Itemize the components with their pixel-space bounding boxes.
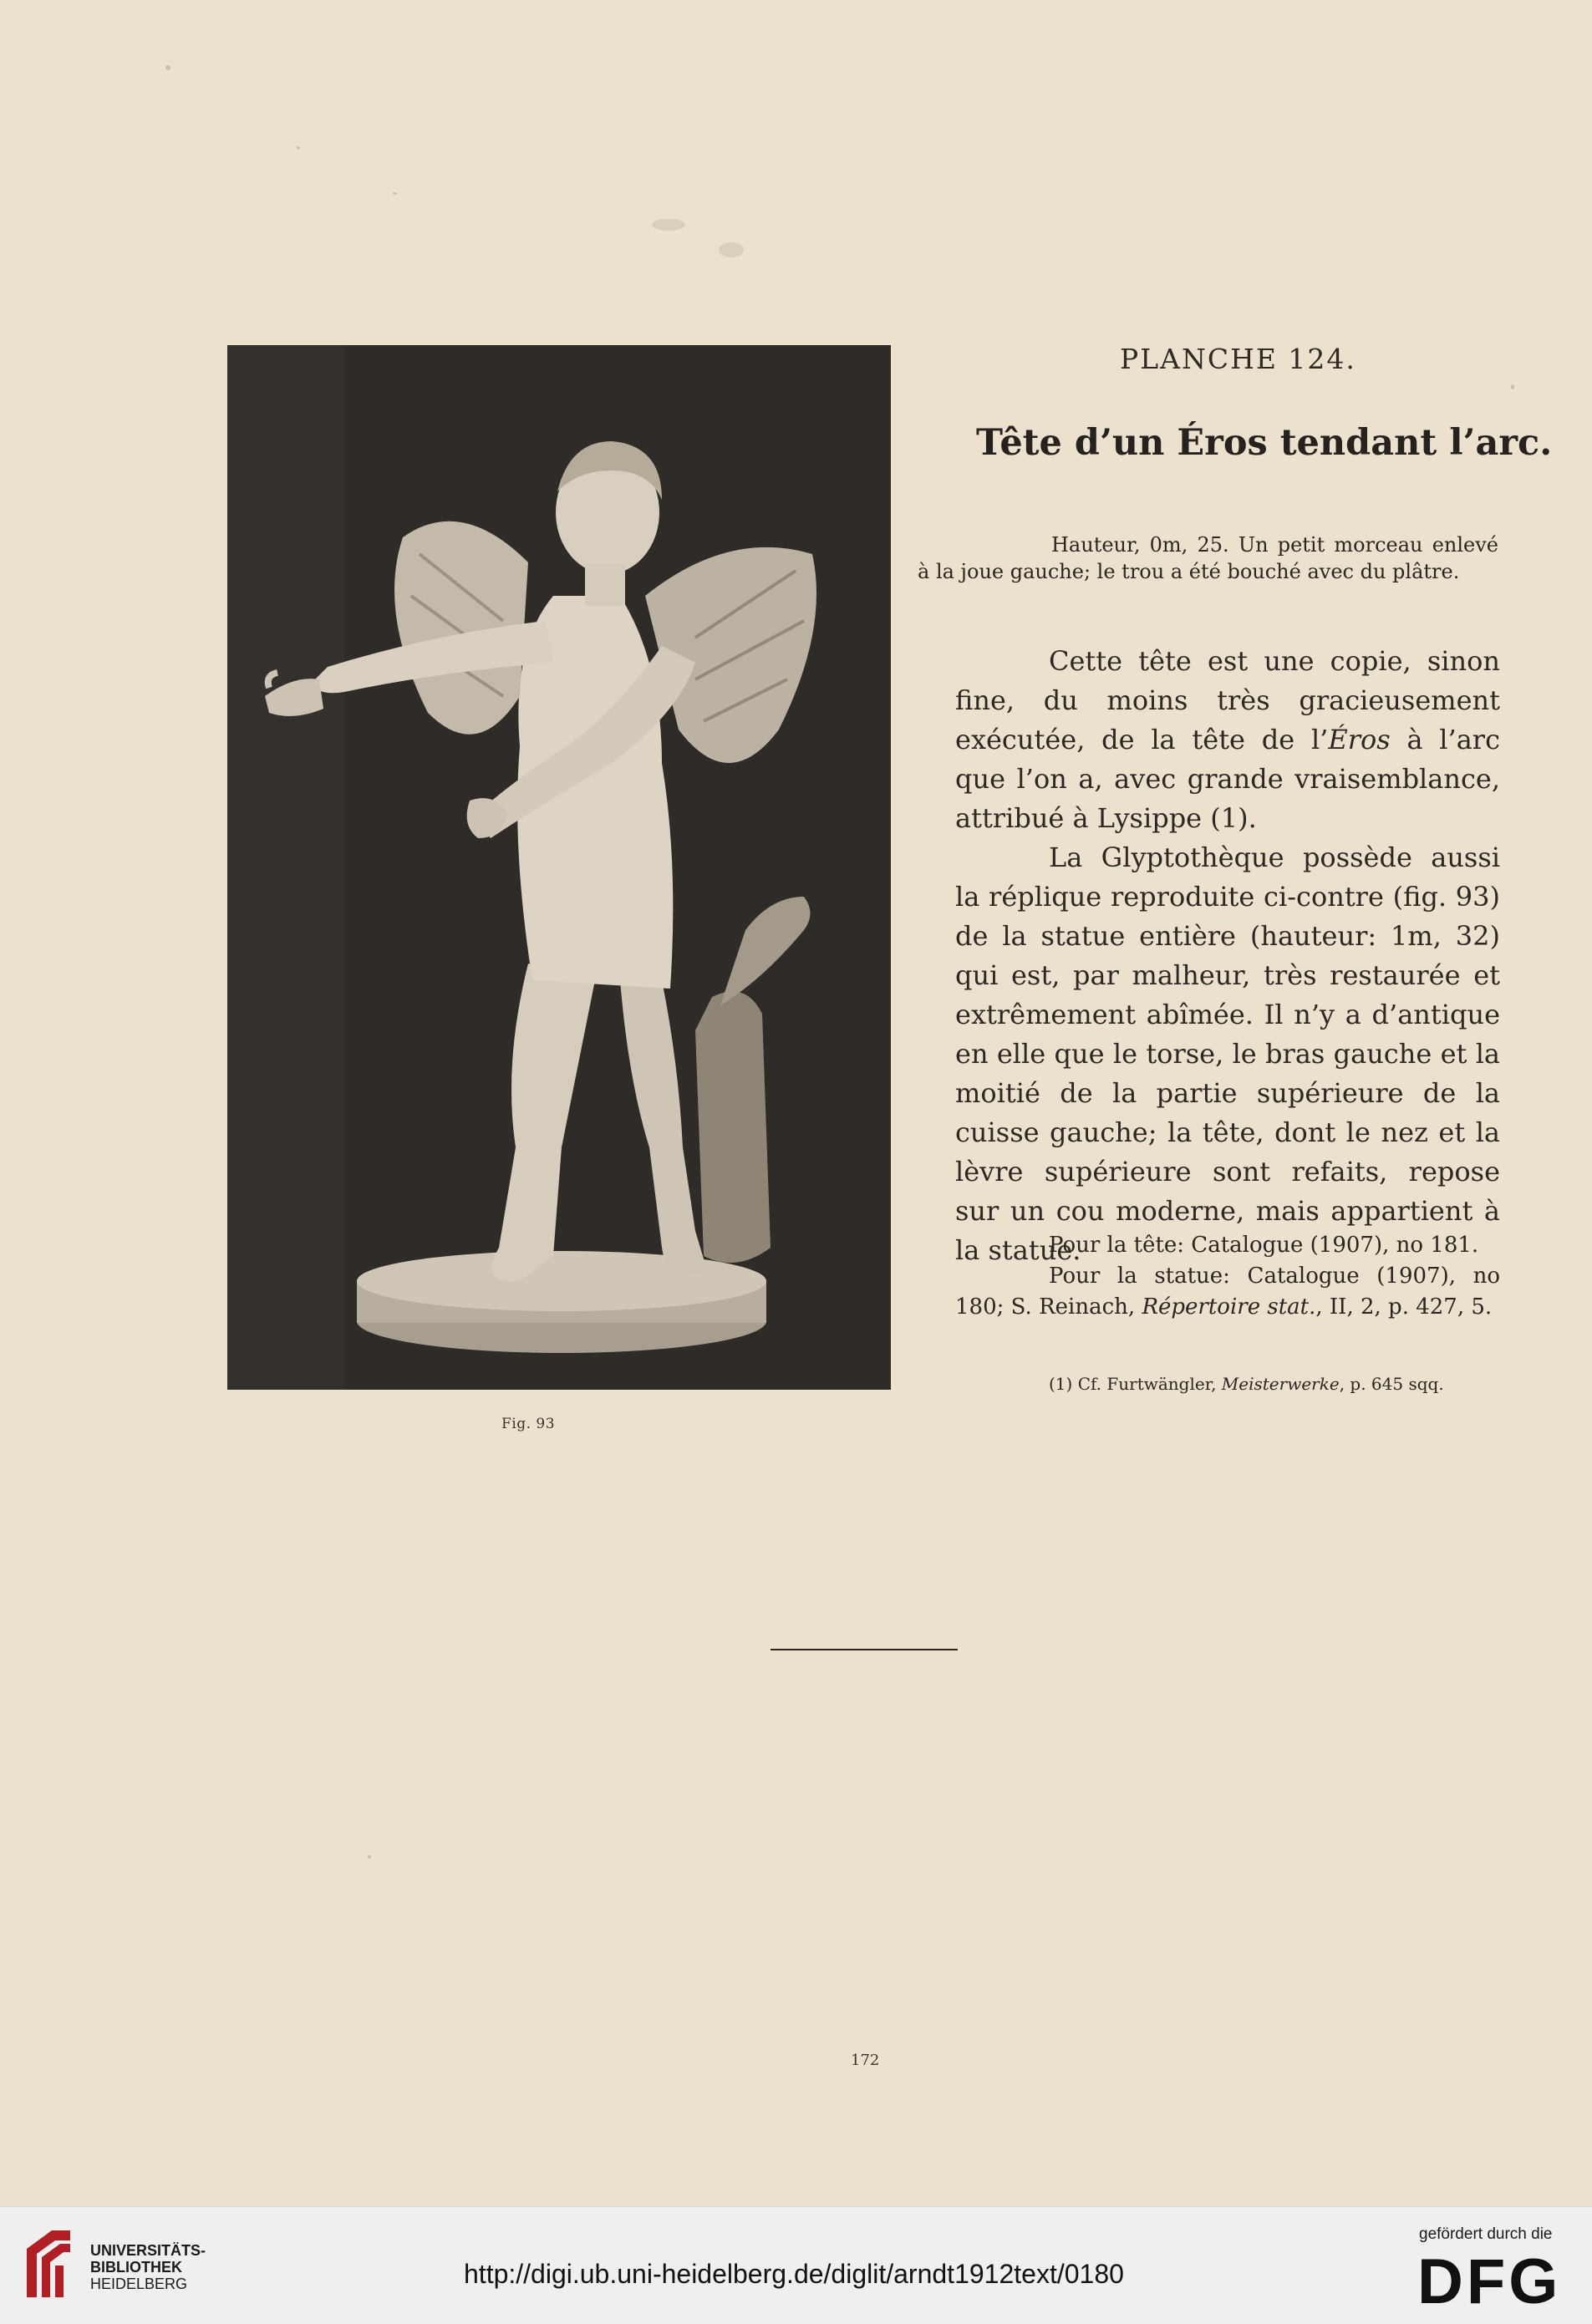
plate-heading: PLANCHE 124. — [1120, 343, 1356, 375]
references — [955, 1230, 1500, 1323]
figure-93-photo — [227, 345, 891, 1390]
page-title: Tête d’un Éros tendant l’arc. — [976, 422, 1553, 464]
figure-caption: Fig. 93 — [501, 1416, 556, 1432]
paragraph-1: Cette tête est une copie, sinon fine, du moins très gracieusement exécutée, de la tête de l’Éros à l’arc que l’on a, avec grande vraisemblance, attribué à Lysippe (1). — [955, 645, 1500, 834]
page-number: 172 — [851, 2052, 880, 2069]
paragraph-2: La Glyptothèque possède aussi la réplique reproduite ci-contre (fig. 93) de la statue entière (hauteur: 1m, 32) qui est, par malheur, très restaurée et extrêmement abîmée. Il n’y a d’antique en elle que le torse, le bras gauche et la moitié de la partie supérieure de la cuisse gauche; la tête, dont le nez et la lèvre supérieure sont refaits, repose sur un cou moderne, mais appartient à la statue. — [955, 842, 1500, 1266]
divider-rule — [771, 1649, 958, 1650]
dfg-logo: DFG — [1417, 2246, 1562, 2317]
permalink-url[interactable]: http://digi.ub.uni-heidelberg.de/diglit/arndt1912text/0180 — [464, 2259, 1124, 2289]
reference-head: Pour la tête: Catalogue (1907), no 181. — [1049, 1233, 1479, 1258]
library-name: UNIVERSITÄTS- BIBLIOTHEK HEIDELBERG — [90, 2242, 206, 2292]
footnote: (1) Cf. Furtwängler, Meisterwerke, p. 645 sqq. — [1049, 1374, 1444, 1394]
main-text — [955, 642, 1500, 1270]
reference-statue: Pour la statue: Catalogue (1907), no 180; S. Reinach, Répertoire stat., II, 2, p. 427, 5. — [955, 1264, 1500, 1320]
measurement-note: Hauteur, 0m, 25. Un petit morceau enlevé à la joue gauche; le trou a été bouché avec du plâtre. — [918, 533, 1498, 583]
funding-label: gefördert durch die — [1419, 2225, 1553, 2243]
library-logo-icon — [18, 2224, 77, 2304]
viewer-footer — [0, 2206, 1592, 2324]
